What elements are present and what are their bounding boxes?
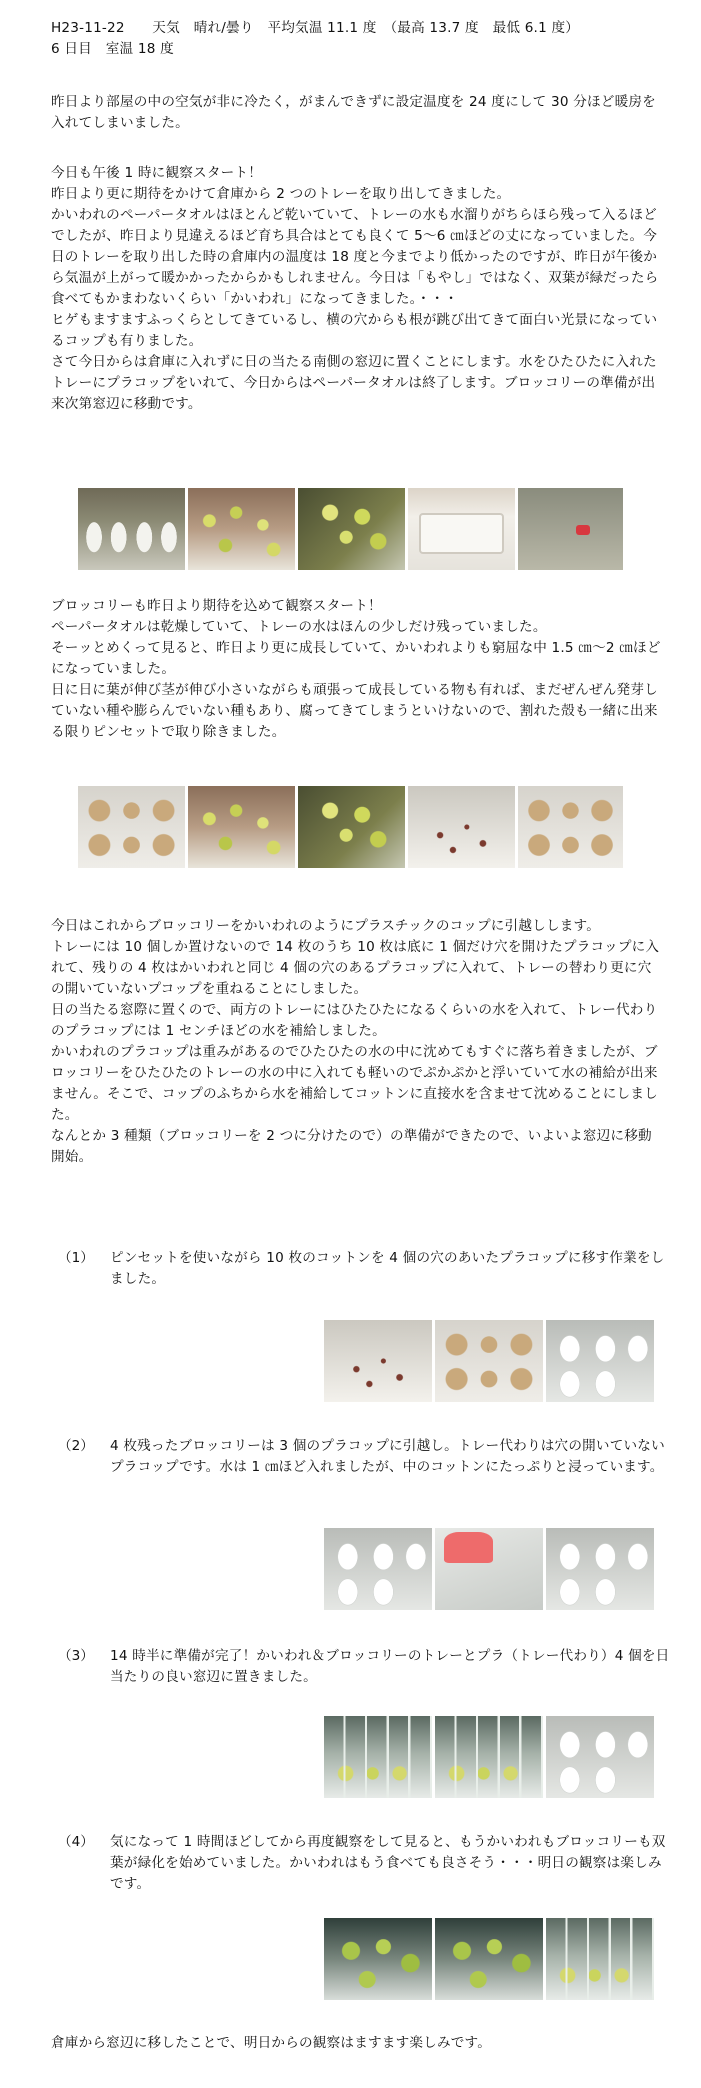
step-3-number: （3） (58, 1648, 94, 1664)
section-kaiware (51, 163, 663, 415)
step-4-number: （4） (58, 1834, 94, 1850)
sprout-photo (188, 488, 295, 570)
photo-strip-4 (324, 1528, 654, 1610)
pouring-water-photo (435, 1528, 543, 1610)
sprout-tray-photo (188, 786, 295, 868)
dense-sprout-photo (298, 488, 405, 570)
section1-line-0: 今日も午後 1 時に観察スタート！ (51, 165, 263, 181)
step-2-number: （2） (58, 1438, 94, 1454)
plastic-cups-photo (546, 1320, 654, 1402)
cotton-tray-photo (518, 786, 623, 868)
section3-line-2: 日の当たる窓際に置くので、両方のトレーにはひたひたになるくらいの水を入れて、トレー代わりのプラコップには 1 センチほどの水を補給しました。 (51, 1002, 658, 1039)
section2-line-2: そーッとめくって見ると、昨日より更に成長していて、かいわれよりも窮屈な中 1.5 ㎝〜2 ㎝ほどになっていました。 (51, 640, 661, 677)
greening-tray-photo (546, 1918, 654, 2000)
section3-line-4: なんとか 3 種類（ブロッコリーを 2 つに分けたので）の準備ができたので、いよいよ窓辺に移動開始。 (51, 1128, 652, 1165)
stacked-cups-photo (546, 1528, 654, 1610)
step-1-text: ピンセットを使いながら 10 枚のコットンを 4 個の穴のあいたプラコップに移す作業をしました。 (110, 1250, 665, 1287)
section3-line-1: トレーには 10 個しか置けないので 14 枚のうち 10 枚は底に 1 個だけ穴を開けたプラコップに入れて、残りの 4 枚はかいわれと同じ 4 個の穴のあるプラコップに入れて、トレーの替わり更に穴の開いていないプコップを重ねることにしました。 (51, 939, 660, 997)
section1-line-2: かいわれのペーパータオルはほとんど乾いていて、トレーの水も水溜りがちらほら残って入るほどでしたが、昨日より見違えるほど育ち具合はとても良くて 5〜6 ㎝ほどの丈になっていました。今日のトレーを取り出した時の倉庫内の温度は 18 度と今までより低かったのですが、昨日が午後から気温が上がって暖かかったからかもしれません。今日は「もやし」ではなく、双葉が緑だったら食べてもかまわないくらい「かいわれ」になってきました。・・・ (51, 207, 659, 307)
step-1-number: （1） (58, 1250, 94, 1266)
photo-strip-5 (324, 1716, 654, 1798)
intro-text: 昨日より部屋の中の空気が非に冷たく，がまんできずに設定温度を 24 度にして 30 分ほど暖房を入れてしまいました。 (51, 94, 656, 131)
cup-tray-photo (435, 1320, 543, 1402)
cups-photo (78, 488, 185, 570)
section1-line-1: 昨日より更に期待をかけて倉庫から 2 つのトレーを取り出してきました。 (51, 186, 511, 202)
section-transfer (51, 916, 663, 1168)
header-line-2: 6 日目 室温 18 度 (51, 41, 174, 57)
window-cups-photo (435, 1716, 543, 1798)
photo-strip-6 (324, 1918, 654, 2000)
section3-line-3: かいわれのプラコップは重みがあるのでひたひたの水の中に沈めてもすぐに落ち着きましたが、ブロッコリーをひたひたのトレーの水の中に入れても軽いのでぷかぷかと浮いていて水の補給が出来ません。そこで、コップのふちから水を補給してコットンに直接水を含ませて沈めることにしました。 (51, 1044, 658, 1123)
seed-tray-photo (78, 786, 185, 868)
container-photo (518, 488, 623, 570)
step-4-text: 気になって 1 時間ほどしてから再度観察をして見ると、もうかいわれもブロッコリーも双葉が緑化を始めていました。かいわれはもう食べても良さそう・・・明日の観察は楽しみです。 (110, 1834, 666, 1892)
greening-closeup-photo (435, 1918, 543, 2000)
empty-cups-photo (324, 1528, 432, 1610)
header-line-1: H23-11-22 天気 晴れ/曇り 平均気温 11.1 度 （最高 13.7 度 最低 6.1 度） (51, 20, 580, 36)
closing-text: 倉庫から窓辺に移したことで、明日からの観察はますます楽しみです。 (51, 2035, 492, 2051)
section2-line-1: ペーパータオルは乾燥していて、トレーの水はほんの少しだけ残っていました。 (51, 619, 547, 635)
photo-strip-2 (78, 786, 623, 868)
intro-paragraph (51, 92, 663, 134)
window-plastic-photo (546, 1716, 654, 1798)
tweezers-photo (408, 786, 515, 868)
green-sprouts-photo (324, 1918, 432, 2000)
window-tray-photo (324, 1716, 432, 1798)
section3-line-0: 今日はこれからブロッコリーをかいわれのようにプラスチックのコップに引越しします。 (51, 918, 601, 934)
section1-line-3: ヒゲもますますふっくらとしてきているし、横の穴からも根が跳び出てきて面白い光景になっているコップも有りました。 (51, 312, 658, 349)
section-broccoli (51, 596, 663, 743)
sprout-closeup-photo (298, 786, 405, 868)
photo-strip-3 (324, 1320, 654, 1402)
step-2-text: 4 枚残ったブロッコリーは 3 個のプラコップに引越し。トレー代わりは穴の開いていないプラコップです。水は 1 ㎝ほど入れましたが、中のコットンにたっぷりと浸っています。 (110, 1438, 665, 1475)
tweezers-cotton-photo (324, 1320, 432, 1402)
photo-strip-1 (78, 488, 623, 570)
section1-line-4: さて今日からは倉庫に入れずに日の当たる南側の窓辺に置くことにします。水をひたひたに入れたトレーにプラコップをいれて、今日からはペーパータオルは終了します。ブロッコリーの準備が出来次第窓辺に移動です。 (51, 354, 657, 412)
section2-line-3: 日に日に葉が伸び茎が伸び小さいながらも頑張って成長している物も有れば、まだぜんぜん発芽していない種や膨らんでいない種もあり、腐ってきてしまうといけないので、割れた殻も一緒に出来る限りピンセットで取り除きました。 (51, 682, 658, 740)
section2-line-0: ブロッコリーも昨日より期待を込めて観察スタート！ (51, 598, 382, 614)
step-3-text: 14 時半に準備が完了！かいわれ＆ブロッコリーのトレーとプラ（トレー代わり）4 個を日当たりの良い窓辺に置きました。 (110, 1648, 670, 1685)
tray-photo (408, 488, 515, 570)
